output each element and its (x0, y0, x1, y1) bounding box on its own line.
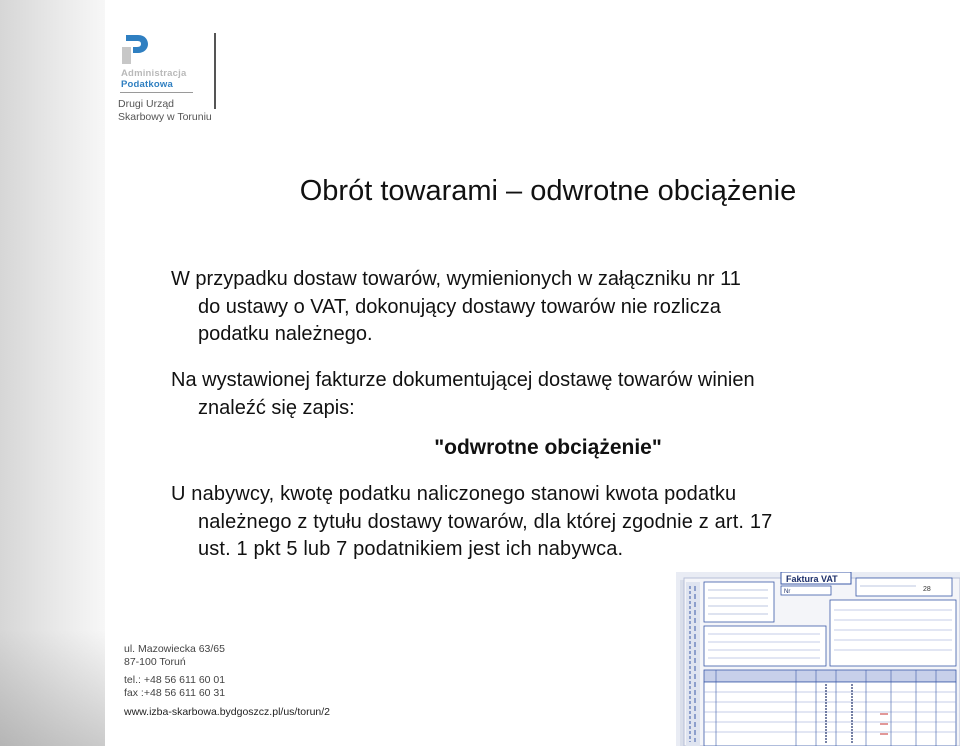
paragraph-1-line2: do ustawy o VAT, dokonujący dostawy towarów nie rozlicza (198, 295, 721, 318)
paragraph-1 (171, 266, 931, 349)
invoice-title: Faktura VAT (786, 574, 838, 584)
logo-text-administracja: Administracja (121, 68, 187, 79)
paragraph-2-line2: znaleźć się zapis: (198, 396, 355, 419)
paragraph-3-line3: ust. 1 pkt 5 lub 7 podatnikiem jest ich nabywca. (198, 538, 624, 560)
footer-address-city: 87-100 Toruń (124, 656, 186, 668)
left-decorative-band (0, 0, 105, 746)
paragraph-1-line3: podatku należnego. (198, 323, 373, 345)
slide-title: Obrót towarami – odwrotne obciążenie (299, 175, 797, 207)
paragraph-1-line1: W przypadku dostaw towarów, wymienionych w załączniku nr 11 (171, 268, 741, 290)
paragraph-2 (171, 367, 931, 422)
footer-address-street: ul. Mazowiecka 63/65 (124, 643, 225, 655)
tax-administration-logo-icon (120, 33, 150, 65)
paragraph-3-line2: należnego z tytułu dostawy towarów, dla której zgodnie z art. 17 (198, 510, 773, 533)
vat-invoice-drawing (676, 572, 960, 746)
footer-phone: tel.: +48 56 611 60 01 (124, 674, 226, 686)
logo-divider (120, 92, 193, 93)
paragraph-2-line1: Na wystawionej fakturze dokumentującej dostawę towarów winien (171, 369, 755, 391)
logo-text-podatkowa: Podatkowa (121, 79, 173, 90)
invoice-number-label: Nr (784, 589, 791, 595)
office-name-line2: Skarbowy w Toruniu (118, 111, 212, 123)
footer-fax: fax :+48 56 611 60 31 (124, 687, 226, 699)
vat-invoice-image (676, 572, 960, 746)
header-vertical-divider (214, 33, 216, 109)
paragraph-3 (171, 481, 931, 564)
invoice-page-number: 28 (923, 586, 931, 593)
paragraph-3-line1: U nabywcy, kwotę podatku naliczonego stanowi kwota podatku (171, 483, 737, 505)
office-name (118, 98, 212, 124)
reverse-charge-quote: "odwrotne obciążenie" (434, 436, 662, 459)
office-name-line1: Drugi Urząd (118, 98, 175, 110)
footer-website-link[interactable]: www.izba-skarbowa.bydgoszcz.pl/us/torun/2 (124, 706, 331, 718)
left-band-shade (0, 630, 105, 746)
